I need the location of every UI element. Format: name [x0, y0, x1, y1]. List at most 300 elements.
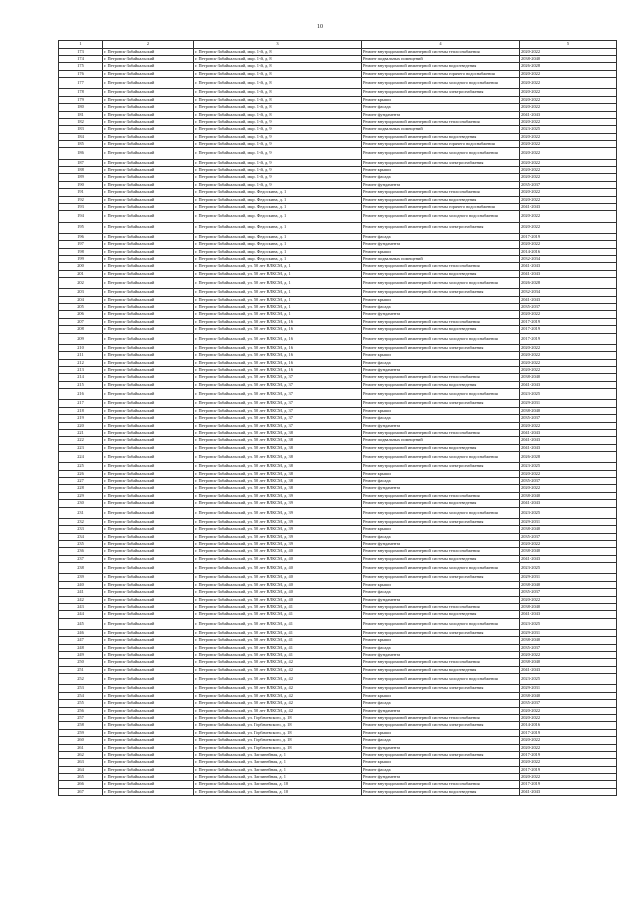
table-row	[59, 707, 617, 714]
period-cell: 2020-2022	[520, 96, 617, 103]
municipality-cell: г. Петровск-Забайкальский	[103, 589, 194, 596]
work-type-cell: Ремонт фундамента	[362, 367, 520, 374]
address-cell: г. Петровск-Забайкальский, мкр. 1-й, д. 8	[194, 55, 362, 62]
work-type-cell: Ремонт фундамента	[362, 181, 520, 188]
address-cell: г. Петровск-Забайкальский, ул. Горбачевского, д. 18	[194, 722, 362, 729]
row-number: 209	[59, 333, 103, 344]
work-type-cell: Ремонт фасада	[362, 233, 520, 240]
table-row	[59, 429, 617, 436]
row-number: 266	[59, 781, 103, 788]
work-type-cell: Ремонт внутридомовой инженерной системы электроснабжения	[362, 289, 520, 296]
row-number: 238	[59, 563, 103, 574]
address-cell: г. Петровск-Забайкальский, ул. 50 лет ВЛКСМ, д. 42	[194, 707, 362, 714]
period-cell: 2041-2043	[520, 500, 617, 507]
work-type-cell: Ремонт внутридомовой инженерной системы водоотведения	[362, 666, 520, 673]
municipality-cell: г. Петровск-Забайкальский	[103, 659, 194, 666]
work-type-cell: Ремонт внутридомовой инженерной системы электроснабжения	[362, 89, 520, 96]
work-type-cell: Ремонт крыши	[362, 470, 520, 477]
address-cell: г. Петровск-Забайкальский, ул. 50 лет ВЛКСМ, д. 40	[194, 555, 362, 562]
period-cell: 2020-2022	[520, 148, 617, 159]
municipality-cell: г. Петровск-Забайкальский	[103, 104, 194, 111]
work-type-cell: Ремонт фундамента	[362, 652, 520, 659]
municipality-cell: г. Петровск-Забайкальский	[103, 181, 194, 188]
row-number: 245	[59, 618, 103, 629]
period-cell: 2020-2022	[520, 174, 617, 181]
row-number: 203	[59, 289, 103, 296]
row-number: 259	[59, 729, 103, 736]
address-cell: г. Петровск-Забайкальский, мкр. 1-й, д. 9	[194, 174, 362, 181]
period-cell: 2035-2037	[520, 700, 617, 707]
row-number: 180	[59, 104, 103, 111]
address-cell: г. Петровск-Забайкальский, мкр. Федоскина, д. 1	[194, 233, 362, 240]
period-cell: 2023-2025	[520, 563, 617, 574]
address-cell: г. Петровск-Забайкальский, мкр. 1-й, д. 8	[194, 48, 362, 55]
work-type-cell: Ремонт фундамента	[362, 311, 520, 318]
address-cell: г. Петровск-Забайкальский, ул. 50 лет ВЛКСМ, д. 1	[194, 296, 362, 303]
period-cell: 2023-2025	[520, 618, 617, 629]
work-type-cell: Ремонт фасада	[362, 533, 520, 540]
municipality-cell: г. Петровск-Забайкальский	[103, 359, 194, 366]
municipality-cell: г. Петровск-Забайкальский	[103, 196, 194, 203]
address-cell: г. Петровск-Забайкальский, ул. 50 лет ВЛКСМ, д. 1	[194, 304, 362, 311]
work-type-cell: Ремонт внутридомовой инженерной системы электроснабжения	[362, 159, 520, 166]
table-row	[59, 211, 617, 222]
row-number: 256	[59, 707, 103, 714]
row-number: 253	[59, 685, 103, 692]
work-type-cell: Ремонт подвальных помещений	[362, 437, 520, 444]
municipality-cell: г. Петровск-Забайкальский	[103, 333, 194, 344]
work-type-cell: Ремонт крыши	[362, 296, 520, 303]
municipality-cell: г. Петровск-Забайкальский	[103, 652, 194, 659]
table-row	[59, 407, 617, 414]
municipality-cell: г. Петровск-Забайкальский	[103, 637, 194, 644]
period-cell: 2035-2037	[520, 415, 617, 422]
municipality-cell: г. Петровск-Забайкальский	[103, 118, 194, 125]
period-cell: 2023-2025	[520, 389, 617, 400]
table-row	[59, 104, 617, 111]
work-type-cell: Ремонт внутридомовой инженерной системы теплоснабжения	[362, 263, 520, 270]
table-row	[59, 63, 617, 70]
table-row	[59, 189, 617, 196]
period-cell: 2029-2031	[520, 518, 617, 525]
municipality-cell: г. Петровск-Забайкальский	[103, 48, 194, 55]
row-number: 192	[59, 196, 103, 203]
work-type-cell: Ремонт крыши	[362, 637, 520, 644]
address-cell: г. Петровск-Забайкальский, мкр. Федоскина, д. 1	[194, 255, 362, 262]
period-cell: 2017-2019	[520, 233, 617, 240]
work-type-cell: Ремонт внутридомовой инженерной системы холодного водоснабжения	[362, 452, 520, 463]
table-row	[59, 270, 617, 277]
municipality-cell: г. Петровск-Забайкальский	[103, 518, 194, 525]
work-type-cell: Ремонт подвальных помещений	[362, 126, 520, 133]
municipality-cell: г. Петровск-Забайкальский	[103, 463, 194, 470]
work-type-cell: Ремонт внутридомовой инженерной системы электроснабжения	[362, 518, 520, 525]
column-header: 2	[103, 41, 194, 49]
row-number: 236	[59, 548, 103, 555]
period-cell: 2035-2037	[520, 478, 617, 485]
period-cell: 2041-2043	[520, 204, 617, 211]
municipality-cell: г. Петровск-Забайкальский	[103, 429, 194, 436]
row-number: 261	[59, 744, 103, 751]
row-number: 239	[59, 574, 103, 581]
municipality-cell: г. Петровск-Забайкальский	[103, 548, 194, 555]
period-cell: 2020-2022	[520, 196, 617, 203]
address-cell: г. Петровск-Забайкальский, ул. 50 лет ВЛКСМ, д. 39	[194, 518, 362, 525]
row-number: 237	[59, 555, 103, 562]
work-type-cell: Ремонт фасада	[362, 589, 520, 596]
row-number: 234	[59, 533, 103, 540]
work-type-cell: Ремонт крыши	[362, 581, 520, 588]
work-type-cell: Ремонт подвальных помещений	[362, 55, 520, 62]
period-cell: 2041-2043	[520, 111, 617, 118]
municipality-cell: г. Петровск-Забайкальский	[103, 270, 194, 277]
work-type-cell: Ремонт фасада	[362, 174, 520, 181]
table-row	[59, 352, 617, 359]
row-number: 173	[59, 48, 103, 55]
address-cell: г. Петровск-Забайкальский, ул. 50 лет ВЛКСМ, д. 41	[194, 603, 362, 610]
row-number: 229	[59, 492, 103, 499]
municipality-cell: г. Петровск-Забайкальский	[103, 233, 194, 240]
table-row	[59, 492, 617, 499]
address-cell: г. Петровск-Забайкальский, ул. 50 лет ВЛКСМ, д. 37	[194, 415, 362, 422]
address-cell: г. Петровск-Забайкальский, ул. Заглинейная, д. 10	[194, 788, 362, 795]
table-row	[59, 367, 617, 374]
row-number: 174	[59, 55, 103, 62]
row-number: 181	[59, 111, 103, 118]
work-type-cell: Ремонт крыши	[362, 692, 520, 699]
work-type-cell: Ремонт фундамента	[362, 422, 520, 429]
period-cell: 2041-2043	[520, 270, 617, 277]
address-cell: г. Петровск-Забайкальский, ул. 50 лет ВЛКСМ, д. 40	[194, 596, 362, 603]
row-number: 196	[59, 233, 103, 240]
municipality-cell: г. Петровск-Забайкальский	[103, 204, 194, 211]
work-type-cell: Ремонт внутридомовой инженерной системы холодного водоснабжения	[362, 674, 520, 685]
row-number: 187	[59, 159, 103, 166]
row-number: 204	[59, 296, 103, 303]
row-number: 257	[59, 714, 103, 721]
period-cell: 2038-2040	[520, 637, 617, 644]
address-cell: г. Петровск-Забайкальский, ул. 50 лет ВЛКСМ, д. 38	[194, 478, 362, 485]
row-number: 265	[59, 774, 103, 781]
table-row	[59, 126, 617, 133]
period-cell: 2020-2022	[520, 141, 617, 148]
period-cell: 2020-2022	[520, 714, 617, 721]
address-cell: г. Петровск-Забайкальский, ул. 50 лет ВЛКСМ, д. 38	[194, 429, 362, 436]
work-type-cell: Ремонт внутридомовой инженерной системы холодного водоснабжения	[362, 333, 520, 344]
table-row	[59, 533, 617, 540]
work-type-cell: Ремонт крыши	[362, 729, 520, 736]
municipality-cell: г. Петровск-Забайкальский	[103, 685, 194, 692]
municipality-cell: г. Петровск-Забайкальский	[103, 278, 194, 289]
work-type-cell: Ремонт внутридомовой инженерной системы холодного водоснабжения	[362, 278, 520, 289]
address-cell: г. Петровск-Забайкальский, ул. 50 лет ВЛКСМ, д. 38	[194, 485, 362, 492]
address-cell: г. Петровск-Забайкальский, ул. 50 лет ВЛКСМ, д. 16	[194, 367, 362, 374]
row-number: 254	[59, 692, 103, 699]
table-row	[59, 563, 617, 574]
period-cell: 2020-2022	[520, 470, 617, 477]
address-cell: г. Петровск-Забайкальский, мкр. Федоскина, д. 1	[194, 211, 362, 222]
table-row	[59, 289, 617, 296]
period-cell: 2032-2034	[520, 289, 617, 296]
row-number: 263	[59, 759, 103, 766]
work-type-cell: Ремонт внутридомовой инженерной системы водоотведения	[362, 270, 520, 277]
municipality-cell: г. Петровск-Забайкальский	[103, 714, 194, 721]
table-row	[59, 478, 617, 485]
municipality-cell: г. Петровск-Забайкальский	[103, 407, 194, 414]
row-number: 246	[59, 629, 103, 636]
row-number: 193	[59, 204, 103, 211]
row-number: 252	[59, 674, 103, 685]
row-number: 208	[59, 326, 103, 333]
table-row	[59, 415, 617, 422]
municipality-cell: г. Петровск-Забайкальский	[103, 478, 194, 485]
period-cell: 2041-2043	[520, 263, 617, 270]
table-row	[59, 344, 617, 351]
period-cell: 2041-2043	[520, 555, 617, 562]
capital-repair-table	[58, 40, 617, 796]
row-number: 213	[59, 367, 103, 374]
address-cell: г. Петровск-Забайкальский, ул. 50 лет ВЛКСМ, д. 1	[194, 311, 362, 318]
row-number: 231	[59, 507, 103, 518]
row-number: 189	[59, 174, 103, 181]
work-type-cell: Ремонт фундамента	[362, 774, 520, 781]
period-cell: 2035-2037	[520, 644, 617, 651]
work-type-cell: Ремонт внутридомовой инженерной системы холодного водоснабжения	[362, 211, 520, 222]
work-type-cell: Ремонт крыши	[362, 407, 520, 414]
table-row	[59, 167, 617, 174]
period-cell: 2029-2031	[520, 629, 617, 636]
period-cell: 2038-2040	[520, 526, 617, 533]
work-type-cell: Ремонт крыши	[362, 352, 520, 359]
period-cell: 2041-2043	[520, 788, 617, 795]
work-type-cell: Ремонт внутридомовой инженерной системы горячего водоснабжения	[362, 70, 520, 77]
table-row	[59, 389, 617, 400]
period-cell: 2035-2037	[520, 304, 617, 311]
table-row	[59, 118, 617, 125]
address-cell: г. Петровск-Забайкальский, ул. 50 лет ВЛКСМ, д. 37	[194, 374, 362, 381]
address-cell: г. Петровск-Забайкальский, мкр. 1-й, д. 9	[194, 148, 362, 159]
table-row	[59, 174, 617, 181]
table-row	[59, 540, 617, 547]
period-cell: 2038-2040	[520, 548, 617, 555]
table-row	[59, 248, 617, 255]
municipality-cell: г. Петровск-Забайкальский	[103, 574, 194, 581]
work-type-cell: Ремонт крыши	[362, 248, 520, 255]
table-row	[59, 692, 617, 699]
row-number: 226	[59, 470, 103, 477]
period-cell: 2038-2040	[520, 55, 617, 62]
period-cell: 2041-2043	[520, 381, 617, 388]
period-cell: 2023-2025	[520, 463, 617, 470]
row-number: 233	[59, 526, 103, 533]
table-row	[59, 159, 617, 166]
table-row	[59, 674, 617, 685]
period-cell: 2020-2022	[520, 774, 617, 781]
table-row	[59, 751, 617, 758]
municipality-cell: г. Петровск-Забайкальский	[103, 766, 194, 773]
municipality-cell: г. Петровск-Забайкальский	[103, 781, 194, 788]
municipality-cell: г. Петровск-Забайкальский	[103, 222, 194, 233]
table-row	[59, 700, 617, 707]
work-type-cell: Ремонт фундамента	[362, 485, 520, 492]
address-cell: г. Петровск-Забайкальский, ул. 50 лет ВЛКСМ, д. 42	[194, 700, 362, 707]
municipality-cell: г. Петровск-Забайкальский	[103, 744, 194, 751]
municipality-cell: г. Петровск-Забайкальский	[103, 470, 194, 477]
column-header: 4	[362, 41, 520, 49]
row-number: 195	[59, 222, 103, 233]
table-row	[59, 222, 617, 233]
period-cell: 2017-2019	[520, 751, 617, 758]
work-type-cell: Ремонт внутридомовой инженерной системы теплоснабжения	[362, 781, 520, 788]
table-row	[59, 89, 617, 96]
address-cell: г. Петровск-Забайкальский, ул. 50 лет ВЛКСМ, д. 41	[194, 611, 362, 618]
work-type-cell: Ремонт фундамента	[362, 744, 520, 751]
period-cell: 2020-2022	[520, 89, 617, 96]
work-type-cell: Ремонт фундамента	[362, 241, 520, 248]
address-cell: г. Петровск-Забайкальский, мкр. 1-й, д. 8	[194, 104, 362, 111]
municipality-cell: г. Петровск-Забайкальский	[103, 526, 194, 533]
table-row	[59, 603, 617, 610]
municipality-cell: г. Петровск-Забайкальский	[103, 507, 194, 518]
work-type-cell: Ремонт фасада	[362, 478, 520, 485]
municipality-cell: г. Петровск-Забайкальский	[103, 111, 194, 118]
municipality-cell: г. Петровск-Забайкальский	[103, 700, 194, 707]
work-type-cell: Ремонт внутридомовой инженерной системы теплоснабжения	[362, 118, 520, 125]
work-type-cell: Ремонт внутридомовой инженерной системы холодного водоснабжения	[362, 148, 520, 159]
work-type-cell: Ремонт внутридомовой инженерной системы электроснабжения	[362, 722, 520, 729]
table-row	[59, 452, 617, 463]
work-type-cell: Ремонт фундамента	[362, 111, 520, 118]
period-cell: 2020-2022	[520, 311, 617, 318]
municipality-cell: г. Петровск-Забайкальский	[103, 326, 194, 333]
row-number: 176	[59, 70, 103, 77]
municipality-cell: г. Петровск-Забайкальский	[103, 389, 194, 400]
table-row	[59, 374, 617, 381]
address-cell: г. Петровск-Забайкальский, мкр. 1-й, д. 8	[194, 70, 362, 77]
municipality-cell: г. Петровск-Забайкальский	[103, 89, 194, 96]
address-cell: г. Петровск-Забайкальский, ул. 50 лет ВЛКСМ, д. 38	[194, 452, 362, 463]
address-cell: г. Петровск-Забайкальский, ул. Заглинейная, д. 1	[194, 751, 362, 758]
work-type-cell: Ремонт внутридомовой инженерной системы электроснабжения	[362, 574, 520, 581]
address-cell: г. Петровск-Забайкальский, мкр. 1-й, д. 8	[194, 89, 362, 96]
municipality-cell: г. Петровск-Забайкальский	[103, 367, 194, 374]
table-row	[59, 204, 617, 211]
table-row	[59, 241, 617, 248]
period-cell: 2038-2040	[520, 374, 617, 381]
address-cell: г. Петровск-Забайкальский, ул. Горбачевского, д. 18	[194, 737, 362, 744]
table-row	[59, 781, 617, 788]
period-cell: 2020-2022	[520, 737, 617, 744]
municipality-cell: г. Петровск-Забайкальский	[103, 289, 194, 296]
municipality-cell: г. Петровск-Забайкальский	[103, 737, 194, 744]
row-number: 232	[59, 518, 103, 525]
row-number: 215	[59, 381, 103, 388]
table-row	[59, 744, 617, 751]
period-cell: 2020-2022	[520, 241, 617, 248]
row-number: 248	[59, 644, 103, 651]
row-number: 197	[59, 241, 103, 248]
period-cell: 2038-2040	[520, 659, 617, 666]
work-type-cell: Ремонт внутридомовой инженерной системы теплоснабжения	[362, 492, 520, 499]
row-number: 260	[59, 737, 103, 744]
period-cell: 2020-2022	[520, 118, 617, 125]
municipality-cell: г. Петровск-Забайкальский	[103, 563, 194, 574]
table-row	[59, 722, 617, 729]
address-cell: г. Петровск-Забайкальский, ул. 50 лет ВЛКСМ, д. 40	[194, 581, 362, 588]
row-number: 250	[59, 659, 103, 666]
work-type-cell: Ремонт крыши	[362, 167, 520, 174]
period-cell: 2041-2043	[520, 296, 617, 303]
table-row	[59, 548, 617, 555]
work-type-cell: Ремонт внутридомовой инженерной системы теплоснабжения	[362, 189, 520, 196]
address-cell: г. Петровск-Забайкальский, мкр. Федоскина, д. 1	[194, 222, 362, 233]
table-row	[59, 326, 617, 333]
work-type-cell: Ремонт внутридомовой инженерной системы электроснабжения	[362, 629, 520, 636]
work-type-cell: Ремонт подвальных помещений	[362, 255, 520, 262]
work-type-cell: Ремонт внутридомовой инженерной системы теплоснабжения	[362, 318, 520, 325]
municipality-cell: г. Петровск-Забайкальский	[103, 581, 194, 588]
address-cell: г. Петровск-Забайкальский, мкр. Федоскина, д. 1	[194, 189, 362, 196]
row-number: 219	[59, 415, 103, 422]
period-cell: 2017-2019	[520, 781, 617, 788]
table-row	[59, 133, 617, 140]
municipality-cell: г. Петровск-Забайкальский	[103, 611, 194, 618]
period-cell: 2038-2040	[520, 492, 617, 499]
period-cell: 2041-2043	[520, 429, 617, 436]
row-number: 194	[59, 211, 103, 222]
table-row	[59, 311, 617, 318]
work-type-cell: Ремонт внутридомовой инженерной системы электроснабжения	[362, 400, 520, 407]
period-cell: 2020-2022	[520, 359, 617, 366]
row-number: 191	[59, 189, 103, 196]
work-type-cell: Ремонт фасада	[362, 359, 520, 366]
period-cell: 2020-2022	[520, 596, 617, 603]
municipality-cell: г. Петровск-Забайкальский	[103, 666, 194, 673]
table-row	[59, 278, 617, 289]
address-cell: г. Петровск-Забайкальский, мкр. Федоскина, д. 1	[194, 248, 362, 255]
address-cell: г. Петровск-Забайкальский, ул. 50 лет ВЛКСМ, д. 37	[194, 422, 362, 429]
address-cell: г. Петровск-Забайкальский, ул. Заглинейная, д. 10	[194, 781, 362, 788]
municipality-cell: г. Петровск-Забайкальский	[103, 133, 194, 140]
address-cell: г. Петровск-Забайкальский, ул. 50 лет ВЛКСМ, д. 40	[194, 589, 362, 596]
municipality-cell: г. Петровск-Забайкальский	[103, 437, 194, 444]
row-number: 217	[59, 400, 103, 407]
row-number: 235	[59, 540, 103, 547]
address-cell: г. Петровск-Забайкальский, ул. 50 лет ВЛКСМ, д. 16	[194, 326, 362, 333]
address-cell: г. Петровск-Забайкальский, ул. 50 лет ВЛКСМ, д. 16	[194, 352, 362, 359]
row-number: 177	[59, 78, 103, 89]
period-cell: 2020-2022	[520, 133, 617, 140]
work-type-cell: Ремонт фасада	[362, 700, 520, 707]
table-row	[59, 444, 617, 451]
municipality-cell: г. Петровск-Забайкальский	[103, 96, 194, 103]
row-number: 230	[59, 500, 103, 507]
table-row	[59, 729, 617, 736]
column-header: 5	[520, 41, 617, 49]
address-cell: г. Петровск-Забайкальский, ул. 50 лет ВЛКСМ, д. 42	[194, 685, 362, 692]
municipality-cell: г. Петровск-Забайкальский	[103, 788, 194, 795]
row-number: 216	[59, 389, 103, 400]
table-row	[59, 629, 617, 636]
period-cell: 2023-2025	[520, 507, 617, 518]
period-cell: 2041-2043	[520, 444, 617, 451]
table-row	[59, 470, 617, 477]
work-type-cell: Ремонт внутридомовой инженерной системы водоотведения	[362, 788, 520, 795]
municipality-cell: г. Петровск-Забайкальский	[103, 126, 194, 133]
table-row	[59, 400, 617, 407]
table-row	[59, 78, 617, 89]
work-type-cell: Ремонт внутридомовой инженерной системы водоотведения	[362, 196, 520, 203]
